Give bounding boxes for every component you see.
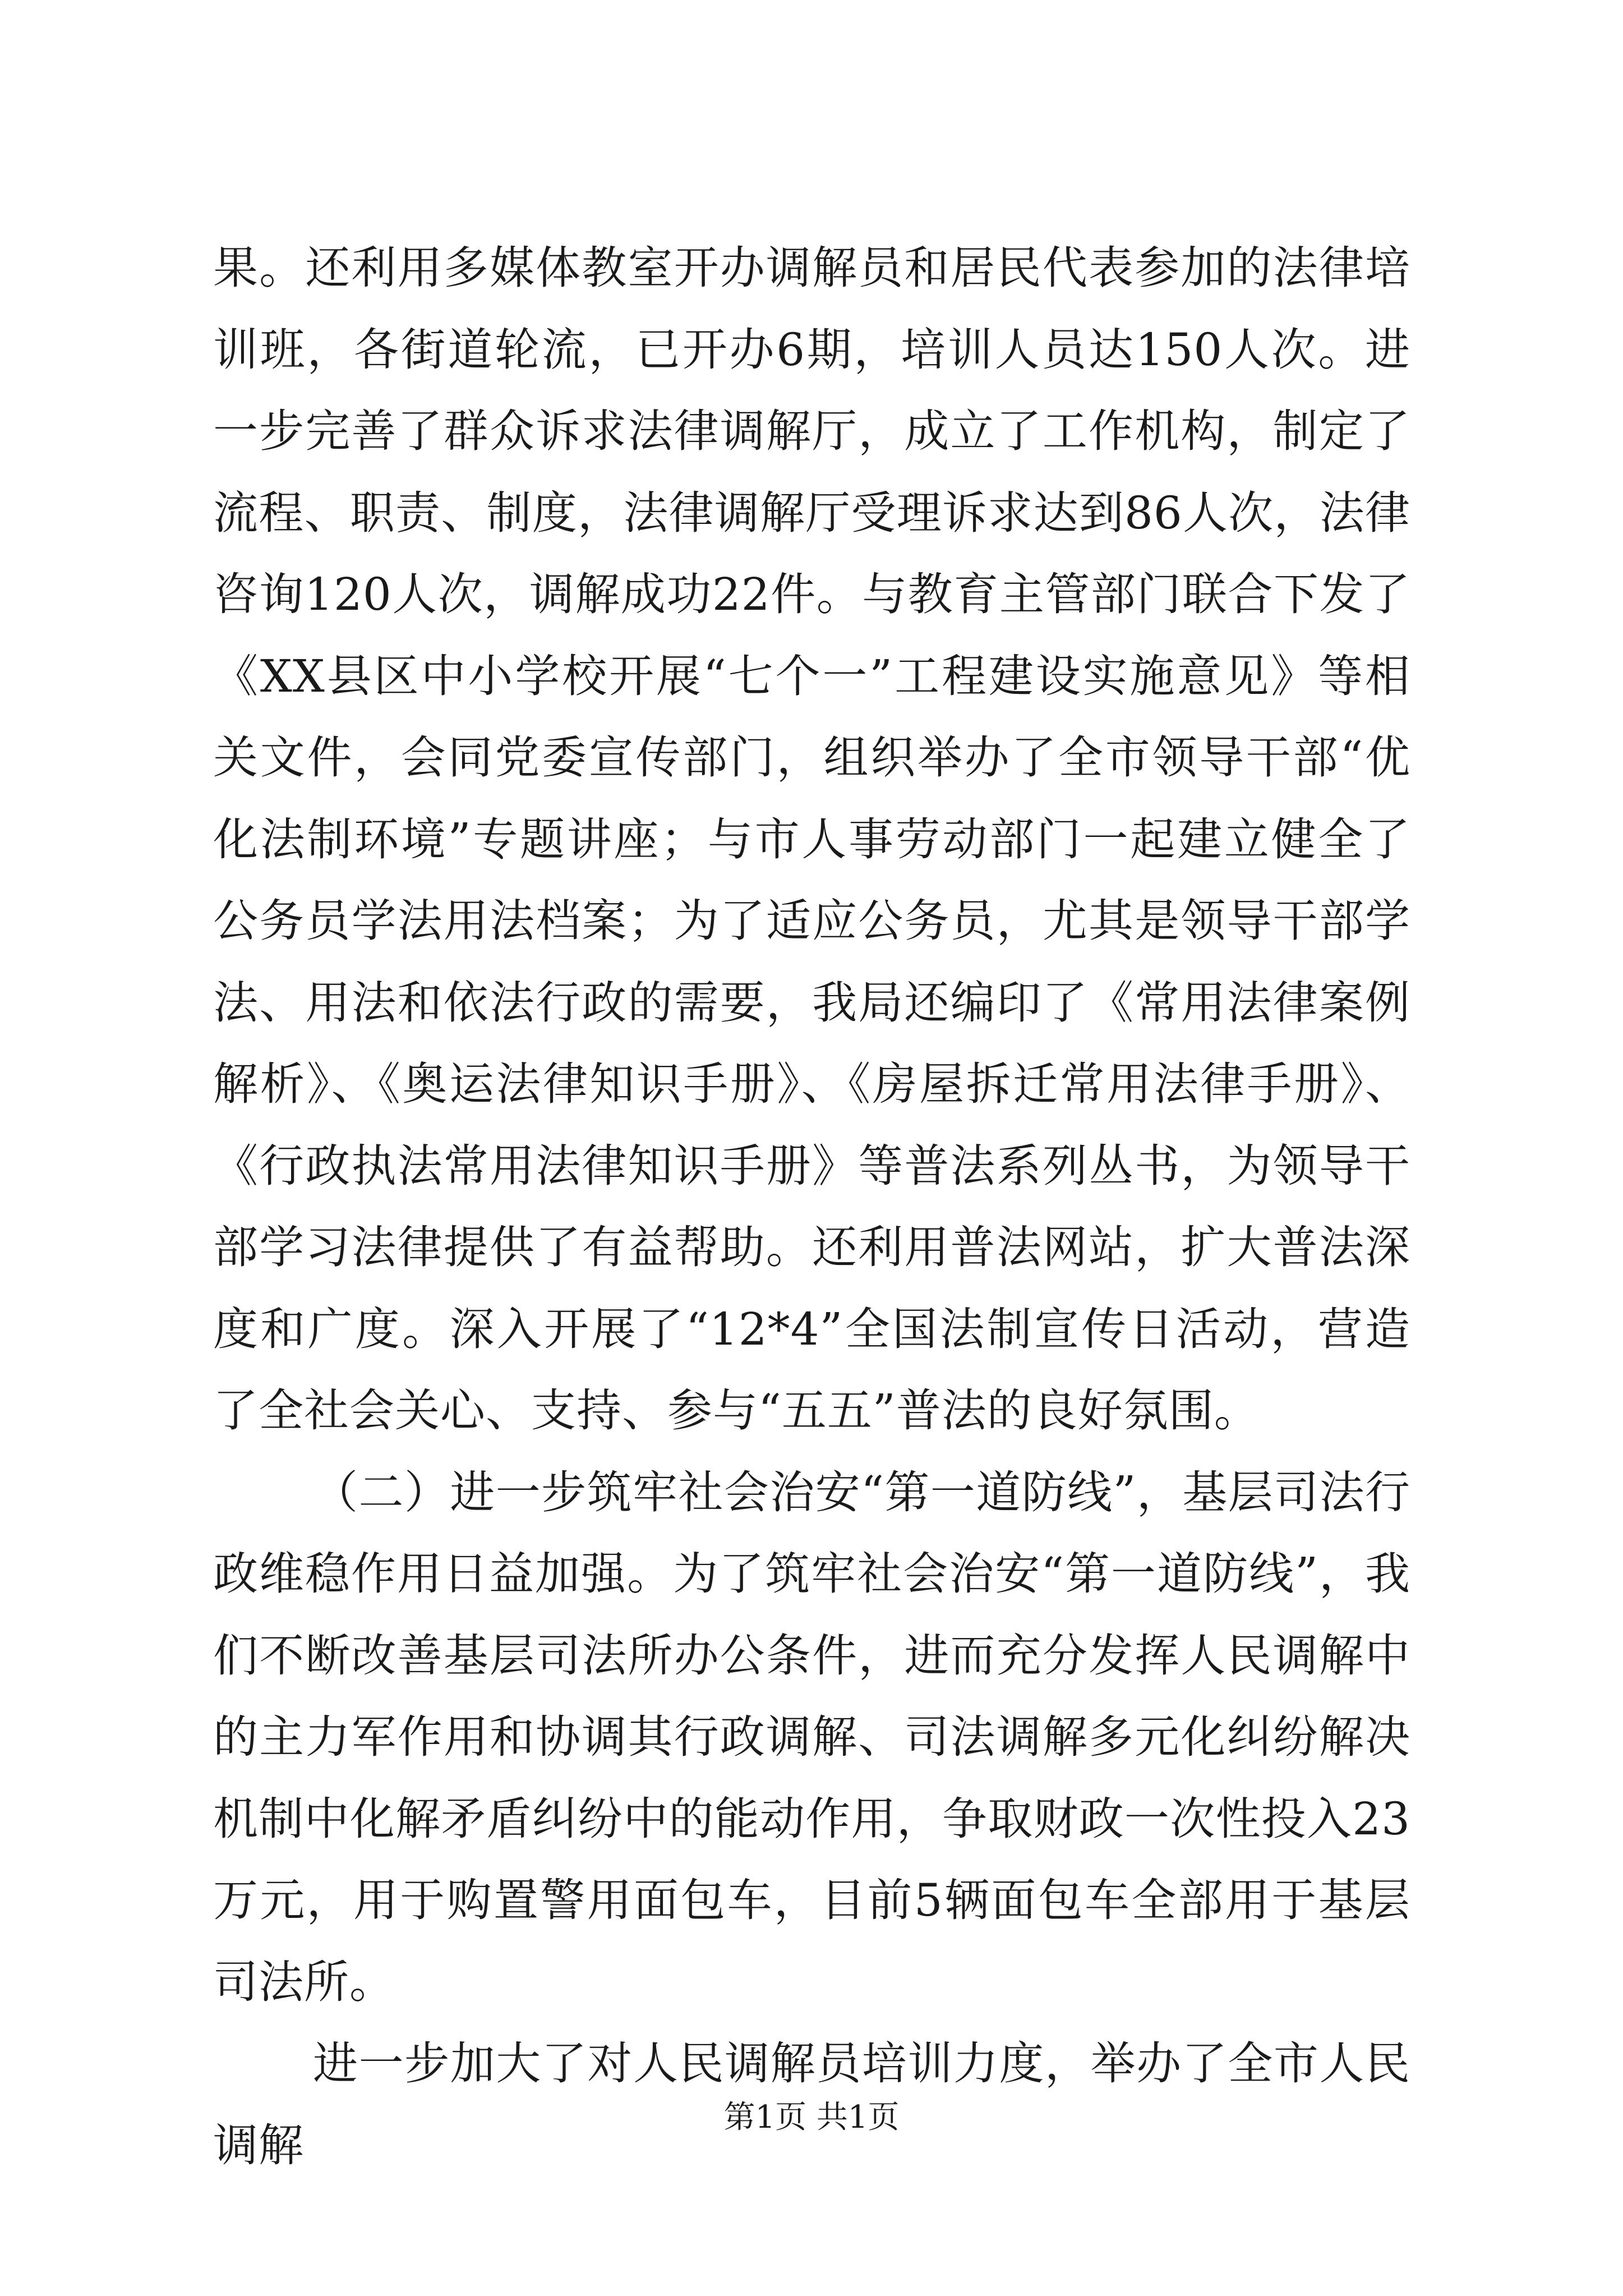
page-footer: 第1页 共1页 — [723, 2099, 900, 2136]
paragraph-section-two: （二）进一步筑牢社会治安“第一道防线”，基层司法行政维稳作用日益加强。为了筑牢社会治安“第一道防线”，我们不断改善基层司法所办公条件，进而充分发挥人民调解中的主力军作用和协调其行政调解、司法调解多元化纠纷解决机制中化解矛盾纠纷中的能动作用，争取财政一次性投入23万元，用于购置警用面包车，目前5辆面包车全部用于基层司法所。 — [213, 1466, 1410, 2008]
paragraph-mediator-training: 进一步加大了对人民调解员培训力度，举办了全市人民调解 — [213, 2037, 1410, 2171]
document-body — [213, 227, 1410, 2186]
paragraph-continuation: 果。还利用多媒体教室开办调解员和居民代表参加的法律培训班，各街道轮流，已开办6期，培训人员达150人次。进一步完善了群众诉求法律调解厅，成立了工作机构，制定了流程、职责、制度，法律调解厅受理诉求达到86人次，法律咨询120人次，调解成功22件。与教育主管部门联合下发了《XX县区中小学校开展“七个一”工程建设实施意见》等相关文件，会同党委宣传部门，组织举办了全市领导干部“优化法制环境”专题讲座；与市人事劳动部门一起建立健全了公务员学法用法档案；为了适应公务员，尤其是领导干部学法、用法和依法行政的需要，我局还编印了《常用法律案例解析》、《奥运法律知识手册》、《房屋拆迁常用法律手册》、《行政执法常用法律知识手册》等普法系列丛书，为领导干部学习法律提供了有益帮助。还利用普法网站，扩大普法深度和广度。深入开展了“12*4”全国法制宣传日活动，营造了全社会关心、支持、参与“五五”普法的良好氛围。 — [213, 242, 1410, 1437]
